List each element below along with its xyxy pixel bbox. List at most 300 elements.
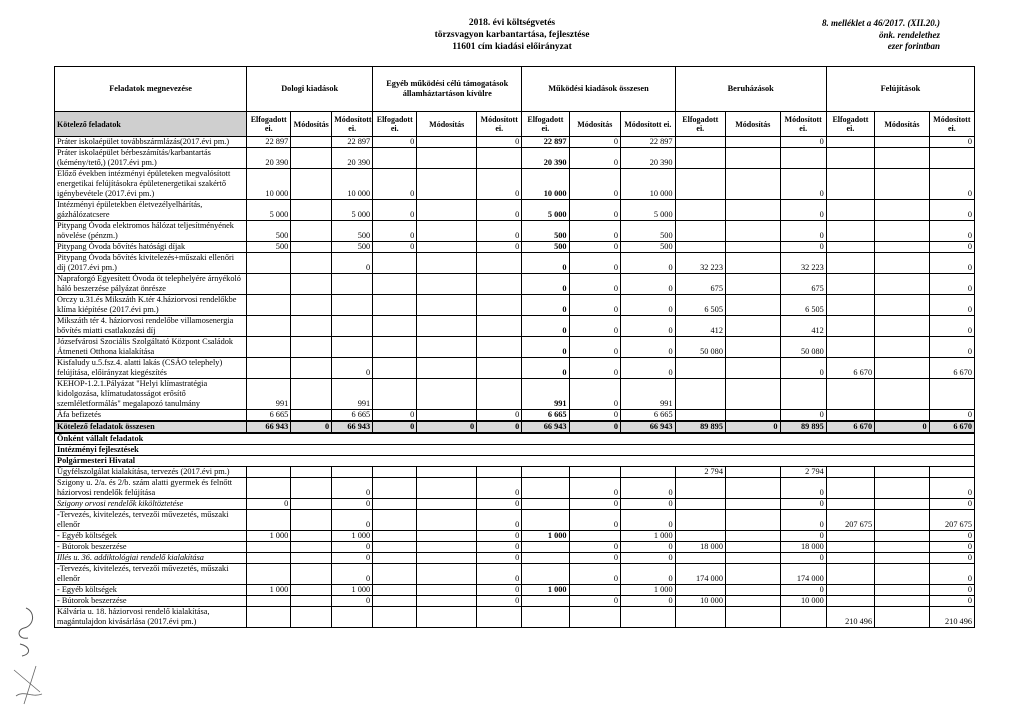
table-cell	[291, 274, 332, 295]
table-cell	[247, 478, 291, 499]
table-cell	[417, 410, 477, 422]
table-cell: 0	[477, 478, 522, 499]
table-cell	[675, 531, 725, 542]
table-cell	[291, 553, 332, 564]
table-cell: 0	[569, 358, 620, 379]
table-cell: 0	[522, 274, 569, 295]
table-cell: 0	[569, 478, 620, 499]
table-cell: 22 897	[522, 137, 569, 148]
table-cell: 991	[621, 379, 676, 410]
table-cell	[826, 242, 874, 253]
table-cell	[725, 358, 780, 379]
table-cell: 0	[780, 200, 826, 221]
table-cell: 0	[569, 221, 620, 242]
table-cell	[291, 316, 332, 337]
table-cell: 0	[929, 295, 974, 316]
table-cell	[826, 596, 874, 607]
table-cell	[875, 499, 930, 510]
group-header: Egyéb működési célú támogatások államháztartáson kívülre	[373, 67, 522, 112]
table-cell	[247, 553, 291, 564]
table-cell: 0	[373, 221, 417, 242]
table-cell: 0	[929, 478, 974, 499]
table-cell: 0	[780, 478, 826, 499]
table-cell	[417, 358, 477, 379]
group-header: Működési kiadások összesen	[522, 67, 675, 112]
table-cell: 210 496	[826, 607, 874, 628]
table-cell: 0	[929, 137, 974, 148]
table-cell	[875, 531, 930, 542]
table-cell: 6 665	[247, 410, 291, 422]
table-cell: 0	[929, 531, 974, 542]
table-row	[55, 358, 975, 379]
table-row	[55, 596, 975, 607]
table-cell	[477, 607, 522, 628]
table-cell: 6 670	[929, 358, 974, 379]
table-cell	[826, 169, 874, 200]
table-row	[55, 221, 975, 242]
table-row	[55, 337, 975, 358]
table-cell	[477, 253, 522, 274]
table-cell	[725, 169, 780, 200]
table-cell	[291, 295, 332, 316]
total-row	[55, 421, 975, 433]
table-cell: 0	[373, 200, 417, 221]
table-cell	[826, 478, 874, 499]
table-cell	[291, 596, 332, 607]
table-cell: 18 000	[675, 542, 725, 553]
table-cell: 0	[373, 421, 417, 433]
table-cell: 0	[522, 316, 569, 337]
table-cell	[675, 553, 725, 564]
table-cell: 0	[332, 510, 373, 531]
table-cell	[417, 542, 477, 553]
table-cell	[675, 499, 725, 510]
row-label: Intézményi fejlesztések	[55, 445, 975, 456]
table-cell: 10 000	[247, 169, 291, 200]
table-cell	[291, 337, 332, 358]
table-cell: 412	[675, 316, 725, 337]
table-cell	[373, 316, 417, 337]
table-cell: 5 000	[332, 200, 373, 221]
table-cell	[675, 510, 725, 531]
row-label: Pitypang Óvoda bővítés kivitelezés+műszaki ellenőri díj (2017.évi pm.)	[55, 253, 247, 274]
row-label: Előző években intézményi épületeken megvalósított energetikai felújításokra épületenergetikai szakértő igénybevétele (2017.évi pm.)	[55, 169, 247, 200]
table-cell: 207 675	[826, 510, 874, 531]
table-cell	[725, 379, 780, 410]
subheader-cell: Módosított ei.	[621, 112, 676, 137]
table-cell	[875, 564, 930, 585]
table-cell	[291, 478, 332, 499]
table-row	[55, 478, 975, 499]
table-cell: 22 897	[621, 137, 676, 148]
table-cell: 32 223	[780, 253, 826, 274]
table-cell	[675, 221, 725, 242]
table-cell: 6 505	[675, 295, 725, 316]
table-cell	[826, 221, 874, 242]
table-cell: 0	[569, 137, 620, 148]
table-cell: 0	[522, 253, 569, 274]
table-cell	[725, 316, 780, 337]
table-cell: 0	[569, 510, 620, 531]
row-label: Kisfaludy u.5.fsz.4. alatti lakás (CSÁO telephely) felújítása, előirányzat kiegészítés	[55, 358, 247, 379]
table-cell: 0	[522, 295, 569, 316]
table-cell: 0	[780, 242, 826, 253]
table-cell: 0	[569, 148, 620, 169]
table-cell	[417, 499, 477, 510]
table-cell	[247, 607, 291, 628]
row-label: -Tervezés, kivitelezés, tervezői művezetés, műszaki ellenőr	[55, 564, 247, 585]
table-cell	[291, 531, 332, 542]
table-cell: 0	[291, 421, 332, 433]
table-cell: 0	[477, 531, 522, 542]
table-cell	[291, 379, 332, 410]
table-cell: 6 665	[522, 410, 569, 422]
table-cell	[373, 253, 417, 274]
row-label: - Egyéb költségek	[55, 585, 247, 596]
table-cell: 0	[929, 585, 974, 596]
table-cell	[417, 467, 477, 478]
table-cell	[875, 585, 930, 596]
table-cell	[417, 531, 477, 542]
table-cell: 22 897	[332, 137, 373, 148]
table-cell	[477, 337, 522, 358]
table-cell: 6 505	[780, 295, 826, 316]
table-cell	[373, 295, 417, 316]
table-cell	[291, 242, 332, 253]
table-cell: 18 000	[780, 542, 826, 553]
row-label: - Bútorok beszerzése	[55, 596, 247, 607]
table-cell	[875, 148, 930, 169]
table-cell	[621, 467, 676, 478]
col-task-header: Feladatok megnevezése	[55, 67, 247, 112]
table-cell: 0	[332, 553, 373, 564]
table-cell: 0	[477, 510, 522, 531]
subheader-cell: Módosított ei.	[780, 112, 826, 137]
table-cell: 1 000	[522, 531, 569, 542]
table-cell: 0	[621, 564, 676, 585]
table-row	[55, 564, 975, 585]
subheader-cell: Módosított ei.	[929, 112, 974, 137]
table-cell: 0	[477, 221, 522, 242]
table-cell	[522, 564, 569, 585]
table-cell	[373, 564, 417, 585]
table-cell	[291, 607, 332, 628]
row-label: Orczy u.31.és Mikszáth K.tér 4.háziorvosi rendelőkbe klíma kiépítése (2017.évi pm.)	[55, 295, 247, 316]
table-cell	[477, 358, 522, 379]
table-cell: 0	[929, 316, 974, 337]
table-cell	[929, 148, 974, 169]
table-cell: 0	[247, 499, 291, 510]
table-row	[55, 510, 975, 531]
table-cell: 0	[929, 596, 974, 607]
table-cell: 0	[929, 564, 974, 585]
table-cell: 0	[477, 499, 522, 510]
table-cell: 5 000	[247, 200, 291, 221]
table-cell	[247, 510, 291, 531]
table-cell	[826, 148, 874, 169]
table-cell: 10 000	[675, 596, 725, 607]
table-cell: 500	[332, 221, 373, 242]
table-cell: 0	[929, 499, 974, 510]
header-row-sub	[55, 112, 975, 137]
table-cell	[373, 542, 417, 553]
table-cell	[291, 467, 332, 478]
table-row	[55, 137, 975, 148]
table-cell	[826, 499, 874, 510]
table-cell: 0	[621, 499, 676, 510]
table-cell	[826, 410, 874, 422]
table-row	[55, 316, 975, 337]
table-cell	[477, 274, 522, 295]
table-cell	[291, 510, 332, 531]
table-cell	[417, 585, 477, 596]
table-cell	[332, 295, 373, 316]
table-cell: 0	[621, 510, 676, 531]
table-cell: 0	[477, 200, 522, 221]
table-cell	[373, 585, 417, 596]
table-cell: 20 390	[247, 148, 291, 169]
table-cell	[373, 596, 417, 607]
row-label: Áfa befizetés	[55, 410, 247, 422]
table-cell	[417, 200, 477, 221]
table-cell: 0	[780, 137, 826, 148]
table-cell: 991	[332, 379, 373, 410]
table-cell: 991	[522, 379, 569, 410]
table-row	[55, 467, 975, 478]
table-cell	[675, 200, 725, 221]
table-cell: 50 080	[675, 337, 725, 358]
table-cell: 0	[569, 200, 620, 221]
table-row	[55, 379, 975, 410]
row-label: Ügyfélszolgálat kialakítása, tervezés (2017.évi pm.)	[55, 467, 247, 478]
table-body	[55, 137, 975, 628]
section-header-row	[55, 445, 975, 456]
table-cell: 0	[477, 542, 522, 553]
table-cell: 0	[332, 358, 373, 379]
table-cell: 0	[929, 553, 974, 564]
table-cell	[373, 531, 417, 542]
table-cell: 500	[621, 242, 676, 253]
table-cell	[332, 467, 373, 478]
table-cell: 0	[929, 242, 974, 253]
table-cell	[875, 242, 930, 253]
table-cell: 1 000	[247, 585, 291, 596]
table-cell: 0	[522, 337, 569, 358]
table-row	[55, 169, 975, 200]
table-cell	[875, 253, 930, 274]
table-cell	[291, 221, 332, 242]
table-cell: 0	[332, 542, 373, 553]
table-cell	[725, 531, 780, 542]
table-cell	[417, 148, 477, 169]
budget-table	[54, 66, 975, 628]
table-cell	[725, 242, 780, 253]
table-cell: 0	[780, 510, 826, 531]
table-cell	[826, 467, 874, 478]
table-cell	[373, 478, 417, 499]
table-cell	[332, 337, 373, 358]
table-cell: 0	[477, 564, 522, 585]
table-cell	[725, 274, 780, 295]
table-cell	[826, 295, 874, 316]
section-header-row	[55, 433, 975, 445]
table-cell	[247, 467, 291, 478]
table-cell: 0	[569, 553, 620, 564]
row-label: Napraforgó Egyesített Óvoda öt telephelyére árnyékoló háló beszerzése pályázat önrésze	[55, 274, 247, 295]
table-cell	[725, 499, 780, 510]
table-cell: 0	[780, 499, 826, 510]
table-cell	[417, 221, 477, 242]
table-cell: 0	[569, 542, 620, 553]
table-cell	[929, 467, 974, 478]
table-cell	[826, 564, 874, 585]
table-cell: 6 665	[332, 410, 373, 422]
table-cell: 0	[477, 137, 522, 148]
table-cell	[417, 607, 477, 628]
table-cell: 0	[929, 410, 974, 422]
row-label: - Egyéb költségek	[55, 531, 247, 542]
table-cell	[725, 337, 780, 358]
table-cell: 0	[569, 295, 620, 316]
header-row-groups	[55, 67, 975, 112]
table-cell	[725, 253, 780, 274]
table-cell	[373, 148, 417, 169]
unit-label: ezer forintban	[887, 41, 940, 51]
group-header: Beruházások	[675, 67, 826, 112]
table-cell	[522, 467, 569, 478]
table-cell	[875, 467, 930, 478]
table-cell	[675, 358, 725, 379]
table-cell: 0	[621, 253, 676, 274]
table-row	[55, 253, 975, 274]
table-row	[55, 542, 975, 553]
table-cell	[875, 607, 930, 628]
table-cell	[332, 316, 373, 337]
table-cell: 0	[621, 542, 676, 553]
table-cell: 0	[569, 499, 620, 510]
table-cell: 66 943	[621, 421, 676, 433]
table-cell	[875, 542, 930, 553]
table-cell: 0	[621, 358, 676, 379]
table-cell	[373, 379, 417, 410]
table-cell	[417, 596, 477, 607]
table-cell	[875, 358, 930, 379]
table-cell	[675, 607, 725, 628]
table-cell	[780, 607, 826, 628]
row-label: Önként vállalt feladatok	[55, 433, 975, 445]
table-cell	[675, 585, 725, 596]
table-cell: 0	[477, 585, 522, 596]
table-cell: 0	[569, 274, 620, 295]
table-cell	[929, 379, 974, 410]
table-cell	[675, 478, 725, 499]
table-cell: 1 000	[621, 531, 676, 542]
table-cell	[291, 410, 332, 422]
table-cell: 0	[569, 169, 620, 200]
table-cell	[675, 379, 725, 410]
table-cell	[875, 137, 930, 148]
table-cell	[875, 274, 930, 295]
table-cell: 2 794	[780, 467, 826, 478]
table-cell	[291, 253, 332, 274]
table-cell: 10 000	[780, 596, 826, 607]
table-cell: 0	[332, 499, 373, 510]
subheader-cell: Elfogadott ei.	[675, 112, 725, 137]
table-cell	[875, 379, 930, 410]
table-cell	[247, 295, 291, 316]
section-label-mandatory: Kötelező feladatok	[55, 112, 247, 137]
table-cell	[417, 242, 477, 253]
table-cell: 0	[780, 169, 826, 200]
table-cell: 0	[780, 358, 826, 379]
table-cell	[826, 200, 874, 221]
table-cell	[417, 478, 477, 499]
table-cell: 0	[332, 253, 373, 274]
table-cell	[725, 200, 780, 221]
table-cell	[373, 358, 417, 379]
table-cell	[417, 137, 477, 148]
table-cell: 0	[621, 274, 676, 295]
table-cell	[621, 607, 676, 628]
table-cell: 0	[569, 337, 620, 358]
table-cell	[725, 564, 780, 585]
table-cell	[675, 137, 725, 148]
table-cell	[725, 295, 780, 316]
table-cell	[247, 274, 291, 295]
table-cell: 0	[373, 169, 417, 200]
row-label: KEHOP-1.2.1.Pályázat "Helyi klímastratégia kidolgozása, klímatudatosságot erősítő szemléletformálás" megalapozó tanulmány	[55, 379, 247, 410]
table-cell	[247, 564, 291, 585]
table-row	[55, 242, 975, 253]
table-cell: 675	[780, 274, 826, 295]
table-cell	[725, 221, 780, 242]
table-cell	[417, 510, 477, 531]
table-cell: 0	[477, 410, 522, 422]
table-row	[55, 553, 975, 564]
table-cell: 0	[569, 242, 620, 253]
table-cell	[477, 148, 522, 169]
table-cell	[826, 337, 874, 358]
table-cell	[291, 564, 332, 585]
table-cell	[291, 148, 332, 169]
table-row	[55, 200, 975, 221]
table-cell: 500	[247, 221, 291, 242]
table-cell: 0	[621, 337, 676, 358]
table-cell	[725, 137, 780, 148]
table-cell: 991	[247, 379, 291, 410]
table-cell: 10 000	[332, 169, 373, 200]
table-cell	[291, 585, 332, 596]
table-cell: 1 000	[522, 585, 569, 596]
table-cell	[522, 596, 569, 607]
table-cell	[477, 467, 522, 478]
table-cell: 0	[621, 316, 676, 337]
table-cell	[247, 316, 291, 337]
table-cell	[417, 379, 477, 410]
row-label: Intézményi épületekben életvezélyelhárítás, gázhálózatcsere	[55, 200, 247, 221]
table-cell	[725, 148, 780, 169]
subheader-cell: Módosított ei.	[332, 112, 373, 137]
row-label: Práter iskolaépület továbbszármlázás(2017.évi pm.)	[55, 137, 247, 148]
table-cell	[780, 148, 826, 169]
table-cell: 0	[373, 242, 417, 253]
table-cell: 22 897	[247, 137, 291, 148]
table-cell: 6 665	[621, 410, 676, 422]
table-cell: 0	[875, 421, 930, 433]
table-cell: 0	[569, 564, 620, 585]
group-header: Dologi kiadások	[247, 67, 373, 112]
table-cell: 0	[477, 553, 522, 564]
